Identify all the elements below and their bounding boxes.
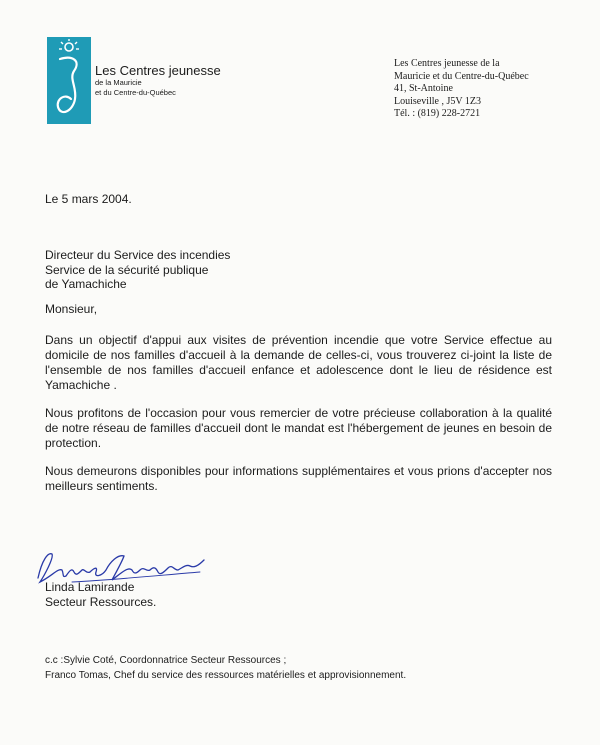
body-paragraph: Nous profitons de l'occasion pour vous remercier de votre précieuse collaboration à la qualité de notre réseau de familles d'accueil dont le mandat est l'hébergement de jeunes en besoin de protection. bbox=[45, 406, 552, 450]
address-line: 41, St-Antoine bbox=[394, 83, 453, 94]
recipient-line: Directeur du Service des incendies bbox=[45, 248, 231, 262]
address-line: Tél. : (819) 228-2721 bbox=[394, 108, 481, 119]
signer-title: Secteur Ressources. bbox=[45, 595, 157, 609]
address-line: Les Centres jeunesse de la bbox=[394, 58, 500, 69]
address-line: Mauricie et du Centre-du-Québec bbox=[394, 70, 529, 82]
signer-name: Linda Lamirande bbox=[45, 580, 135, 594]
body-paragraph: Dans un objectif d'appui aux visites de prévention incendie que votre Service effectue au domicile de nos familles d'accueil à la demande de celles-ci, vous trouverez ci-joint la liste de l'ensemble de nos familles d'accueil enfance et adolescence dont le lieu de résidence est Yamachiche . bbox=[45, 333, 552, 392]
organization-name-line3: et du Centre-du-Québec bbox=[95, 87, 176, 97]
child-figure-icon bbox=[47, 37, 91, 124]
carbon-copy-block bbox=[45, 653, 406, 683]
organization-name-line2: de la Mauricie bbox=[95, 78, 142, 87]
salutation: Monsieur, bbox=[45, 302, 98, 316]
body-paragraph: Nous demeurons disponibles pour informations supplémentaires et vous prions d'accepter nos meilleurs sentiments. bbox=[45, 464, 552, 493]
recipient-line: Service de la sécurité publique bbox=[45, 262, 209, 277]
recipient-line: de Yamachiche bbox=[45, 277, 127, 291]
cc-line: c.c :Sylvie Coté, Coordonnatrice Secteur Ressources ; bbox=[45, 655, 287, 666]
organization-name bbox=[95, 64, 221, 96]
recipient-block bbox=[45, 248, 230, 292]
address-line: Louiseville , J5V 1Z3 bbox=[394, 95, 482, 107]
sender-address bbox=[394, 58, 529, 121]
signer-block bbox=[45, 580, 156, 610]
organization-name-line1: Les Centres jeunesse bbox=[95, 63, 221, 78]
letter-date: Le 5 mars 2004. bbox=[45, 192, 132, 206]
organization-logo bbox=[47, 37, 91, 124]
cc-line: Franco Tomas, Chef du service des ressources matérielles et approvisionnement. bbox=[45, 670, 407, 681]
